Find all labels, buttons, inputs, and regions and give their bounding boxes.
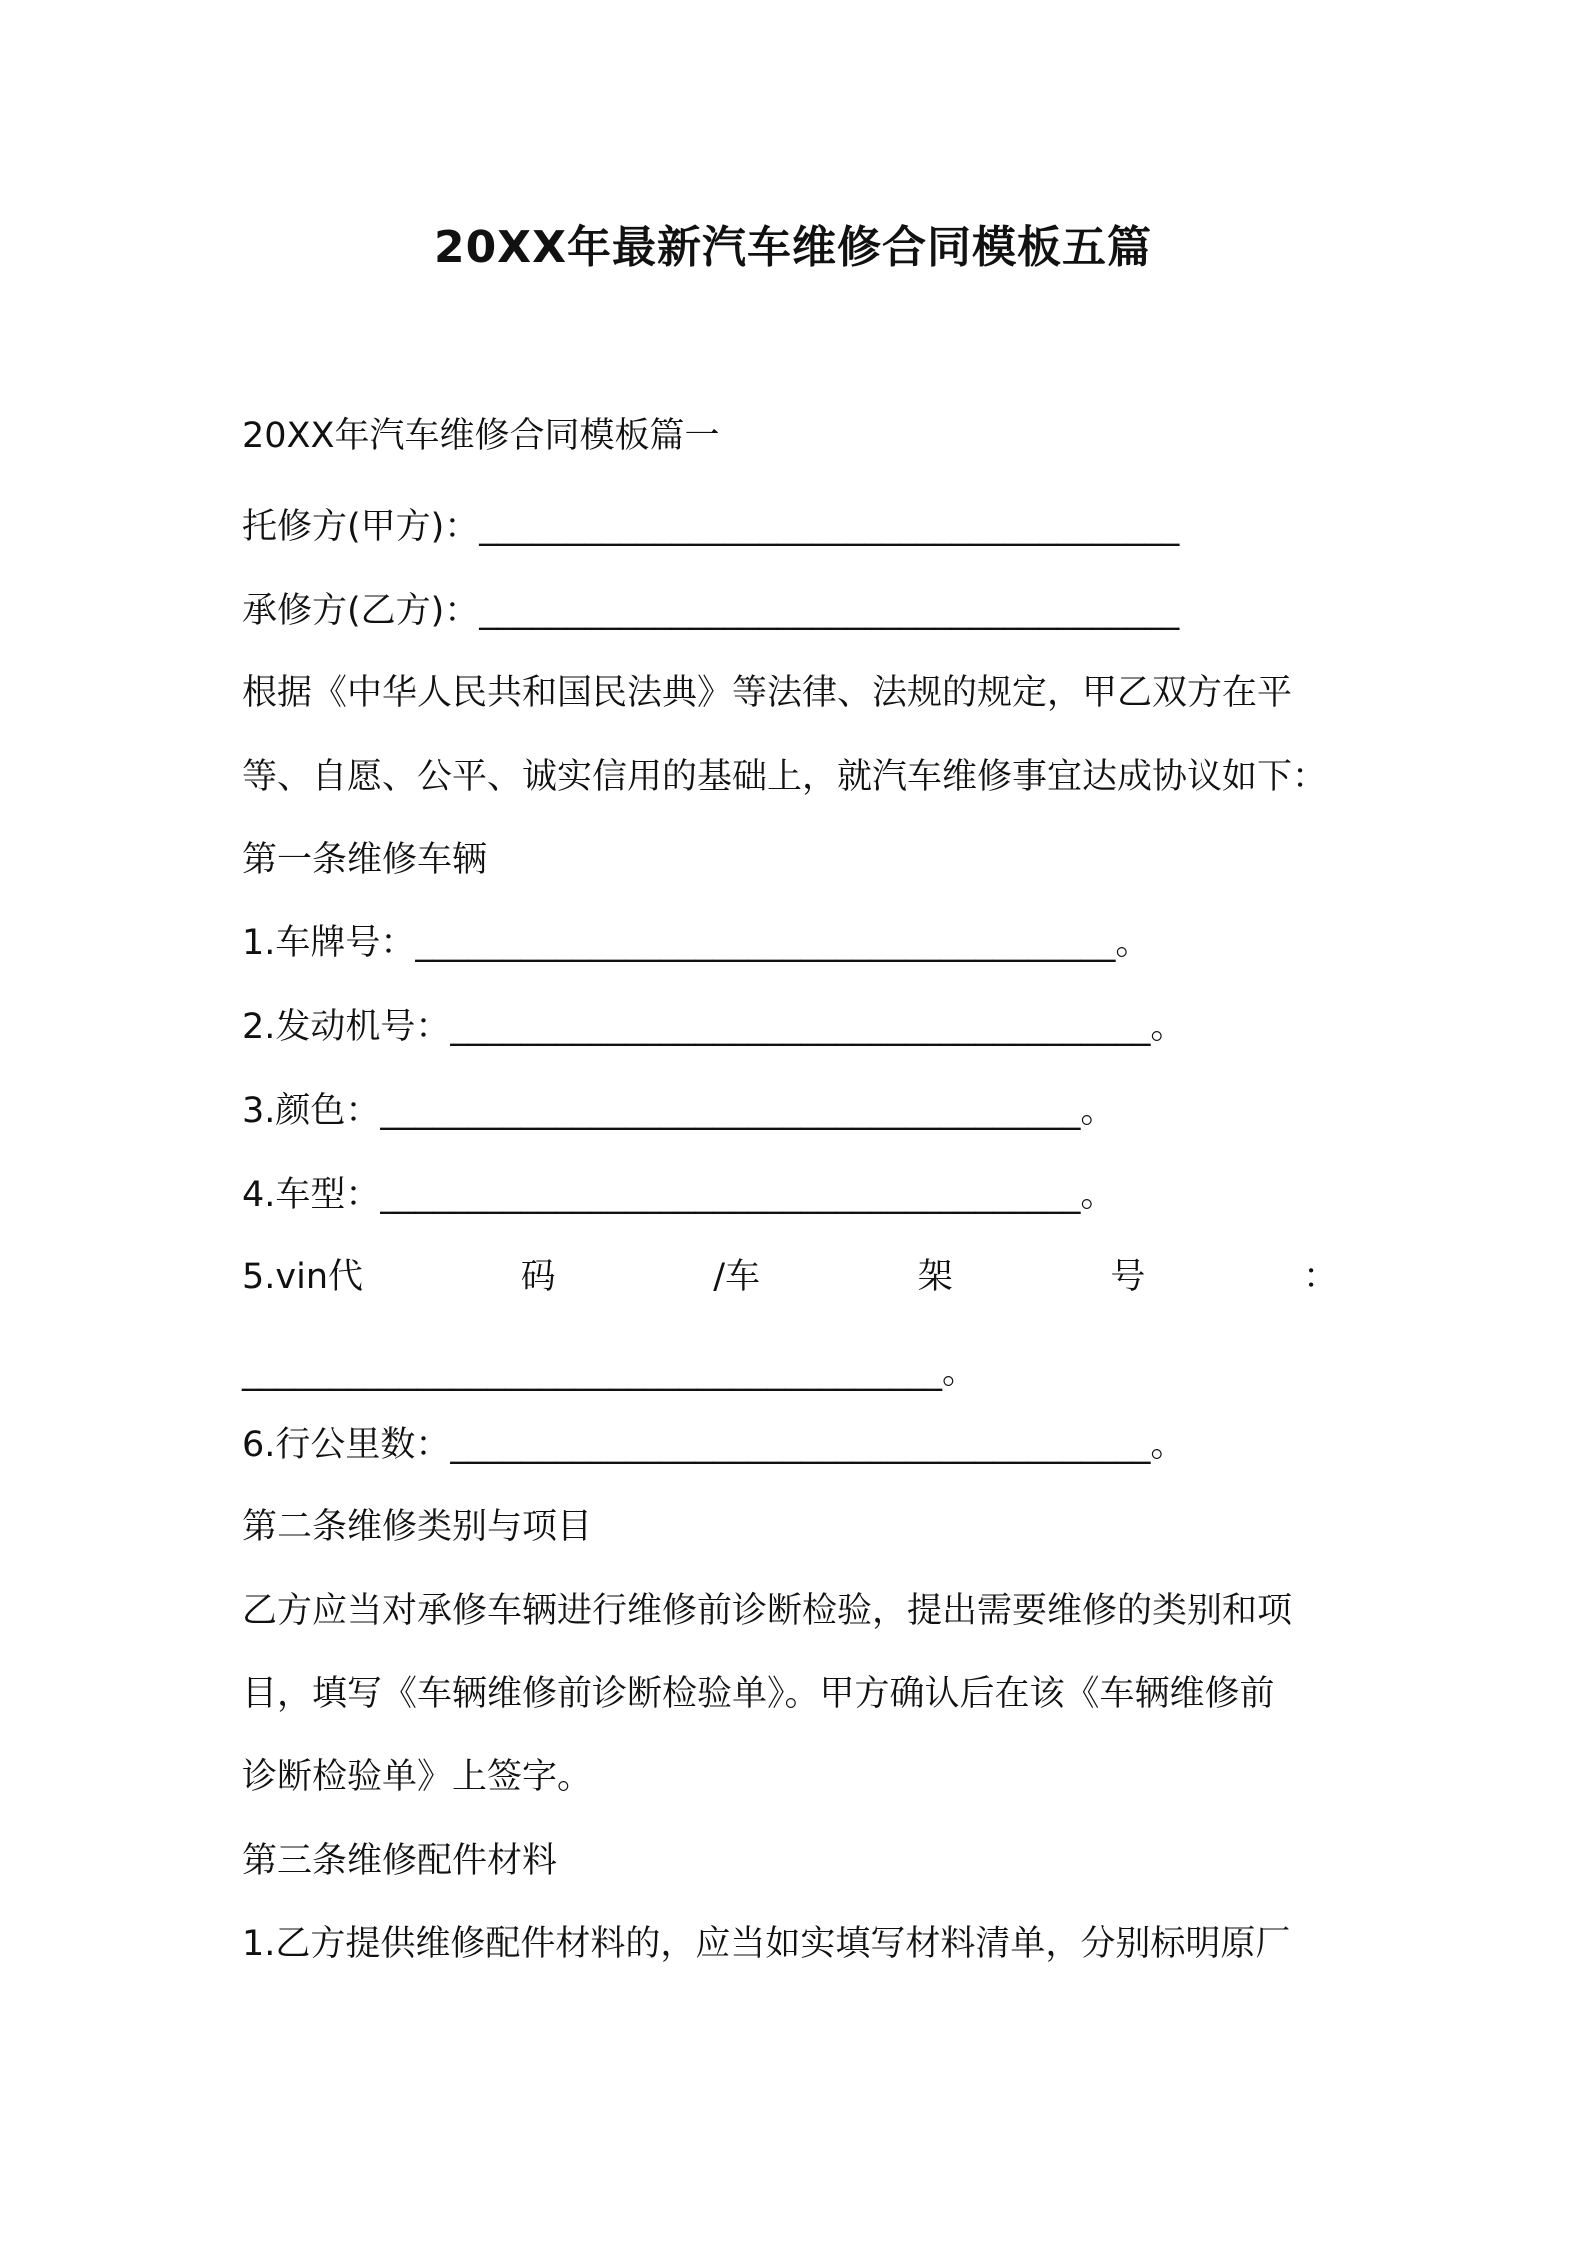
article-heading: 第一条维修车辆 [242,840,488,880]
repair-party-field: 承修方(乙方)：________________________________________ [242,591,1180,631]
color-field: 3.颜色：________________________________________。 [242,1091,1116,1131]
section-subtitle: 20XX年汽车维修合同模板篇一 [242,416,720,456]
vehicle-model-field: 4.车型：________________________________________。 [242,1175,1116,1215]
document-title: 20XX年最新汽车维修合同模板五篇 [433,222,1153,273]
vin-label-part: 号 [1110,1257,1146,1297]
vin-field-label [242,1253,1338,1301]
mileage-field: 6.行公里数：________________________________________。 [242,1425,1186,1465]
client-party-field: 托修方(甲方)：________________________________________ [242,507,1180,547]
engine-number-field: 2.发动机号：________________________________________。 [242,1007,1186,1047]
article-heading: 第三条维修配件材料 [242,1841,558,1881]
plate-number-field: 1.车牌号：________________________________________。 [242,923,1151,963]
vin-label-part: 码 [520,1257,556,1297]
article-paragraph-line: 诊断检验单》上签字。 [242,1757,593,1797]
vin-label-part: 5.vin代 [242,1257,364,1297]
vin-label-part: /车 [713,1257,761,1297]
vin-label-part: 架 [917,1257,953,1297]
preamble-paragraph-line: 根据《中华人民共和国民法典》等法律、法规的规定，甲乙双方在平 [242,673,1293,713]
vin-field-blank: ________________________________________。 [242,1352,978,1392]
article-paragraph-line: 1.乙方提供维修配件材料的，应当如实填写材料清单，分别标明原厂 [242,1924,1291,1964]
article-paragraph-line: 目，填写《车辆维修前诊断检验单》。甲方确认后在该《车辆维修前 [242,1674,1275,1714]
vin-label-part: ： [1302,1257,1338,1297]
preamble-paragraph-line: 等、自愿、公平、诚实信用的基础上，就汽车维修事宜达成协议如下： [242,757,1328,797]
article-heading: 第二条维修类别与项目 [242,1507,593,1547]
article-paragraph-line: 乙方应当对承修车辆进行维修前诊断检验，提出需要维修的类别和项 [242,1591,1293,1631]
